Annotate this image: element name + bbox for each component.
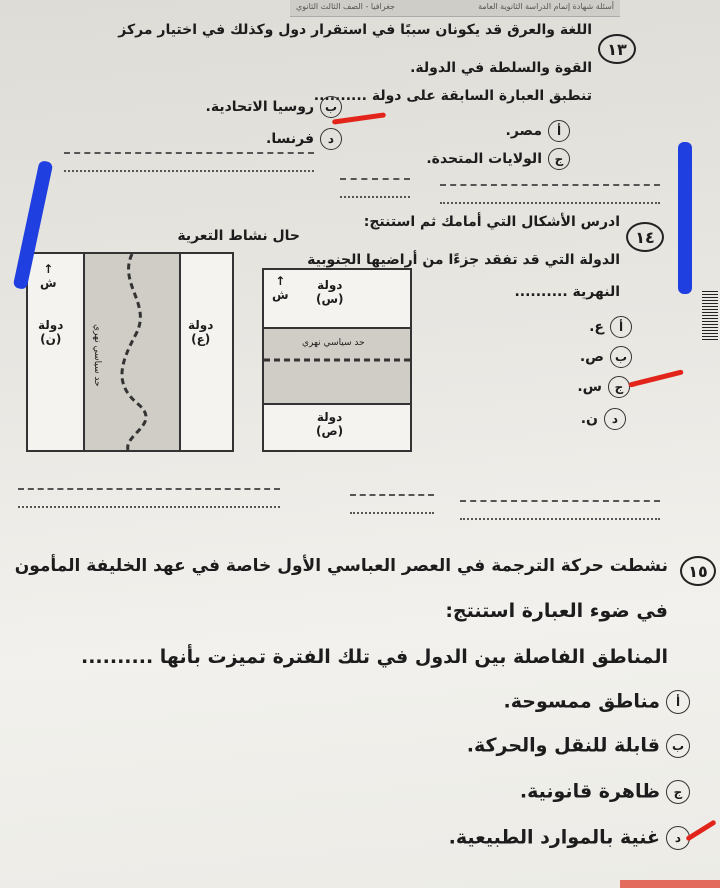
q13-option-d[interactable] — [266, 128, 342, 150]
option-letter-circle: ب — [610, 346, 632, 368]
state-a-code: (ع) — [191, 332, 211, 346]
q15-option-d-label: غنية بالموارد الطبيعية. — [448, 826, 660, 849]
option-letter-circle: أ — [666, 690, 690, 714]
page-edge-red — [620, 880, 720, 888]
north-label-h: ش — [272, 288, 289, 302]
q15-text-line-1: نشطت حركة الترجمة في العصر العباسي الأول خاصة في عهد الخليفة المأمون — [14, 556, 668, 576]
river-border-label-right: حد سياسي نهري — [302, 338, 365, 348]
state-s — [316, 278, 344, 306]
option-letter-circle: ج — [548, 148, 570, 170]
q14-option-b[interactable] — [580, 346, 632, 368]
option-letter-circle: ب — [320, 96, 342, 118]
state-s-label: دولة — [317, 278, 343, 292]
question-14-number — [626, 222, 664, 252]
q15-option-b[interactable] — [467, 734, 690, 758]
q13-text-line-1: اللغة والعرق قد يكونان سببًا في استقرار دول وكذلك في اختيار مركز — [118, 22, 592, 38]
q14-option-d[interactable] — [581, 408, 626, 430]
state-s-code: (س) — [316, 292, 344, 306]
state-n — [38, 318, 63, 346]
state-n-label: دولة — [38, 318, 64, 332]
blue-marker-stroke-right — [678, 142, 692, 294]
north-arrow-label: ↑ ش — [40, 262, 57, 290]
q14-option-c-label: س. — [577, 379, 602, 395]
red-marker-q14 — [628, 369, 684, 387]
q14-answer-line-1 — [18, 488, 280, 508]
q15-option-d[interactable] — [449, 826, 690, 850]
option-letter-circle: د — [604, 408, 626, 430]
q14-option-a-label: ع. — [589, 319, 604, 335]
q13-answer-line-3 — [440, 184, 660, 204]
option-letter-circle: د — [320, 128, 342, 150]
state-s2-label: دولة — [316, 410, 343, 424]
question-15-number-text: ١٥ — [688, 561, 708, 581]
option-letter-circle: ج — [608, 376, 630, 398]
q13-option-c-label: الولايات المتحدة. — [426, 151, 542, 167]
question-15-number — [680, 556, 716, 586]
q15-option-c[interactable] — [520, 780, 690, 804]
q13-option-b-label: روسيا الاتحادية. — [205, 99, 314, 115]
q13-option-a-label: مصر. — [505, 123, 542, 139]
header-line-2: جغرافيا - الصف الثالث الثانوي — [296, 2, 395, 11]
river-shading — [28, 254, 232, 450]
q13-text-line-3: تنطبق العبارة السابقة على دولة .......... — [313, 88, 592, 104]
option-letter-circle: ب — [666, 734, 690, 758]
q14-text-line-3: النهرية .......... — [514, 284, 620, 300]
state-n-code: (ن) — [40, 332, 62, 346]
q13-option-d-label: فرنسا. — [266, 131, 314, 147]
north-arrow-label-h: ↑ ش — [272, 274, 289, 302]
q14-option-a[interactable] — [589, 316, 632, 338]
q14-text-line-1b: حال نشاط التعرية — [177, 228, 300, 244]
option-letter-circle: أ — [548, 120, 570, 142]
q13-text-line-2: القوة والسلطة في الدولة. — [410, 60, 592, 76]
q14-option-c[interactable] — [577, 376, 630, 398]
north-label: ش — [40, 276, 57, 290]
river-border-label-left: حد سياسي نهري — [92, 324, 102, 387]
q14-text-line-2: الدولة التي قد تفقد جزءًا من أراضيها الجنوبية — [307, 252, 620, 268]
q13-option-a[interactable] — [506, 120, 571, 142]
map-vertical-river — [26, 252, 234, 452]
q15-option-a-label: مناطق ممسوحة. — [503, 690, 660, 713]
exam-header — [290, 0, 620, 17]
q13-option-c[interactable] — [426, 148, 570, 170]
q15-option-a[interactable] — [504, 690, 690, 714]
map-horizontal-river — [262, 268, 412, 452]
q13-answer-line-1 — [64, 152, 314, 172]
header-line-1: أسئلة شهادة إتمام الدراسة الثانوية العامة — [478, 2, 614, 11]
q14-answer-line-3 — [460, 500, 660, 520]
q13-answer-line-2 — [340, 178, 410, 198]
q14-option-b-label: ص. — [579, 349, 604, 365]
option-letter-circle: د — [666, 826, 690, 850]
q13-option-b[interactable] — [206, 96, 342, 118]
state-a-label: دولة — [188, 318, 214, 332]
option-letter-circle: أ — [610, 316, 632, 338]
q14-text-line-1: ادرس الأشكال التي أمامك ثم استنتج: — [363, 214, 620, 230]
barcode-strip — [702, 290, 718, 340]
state-s2 — [316, 410, 343, 438]
q15-text-line-3: المناطق الفاصلة بين الدول في تلك الفترة تميزت بأنها .......... — [81, 646, 668, 668]
state-s2-code: (ص) — [316, 424, 344, 438]
q14-answer-line-2 — [350, 494, 434, 514]
q15-option-b-label: قابلة للنقل والحركة. — [466, 734, 660, 757]
state-a — [188, 318, 213, 346]
option-letter-circle: ج — [666, 780, 690, 804]
question-13-number — [598, 34, 636, 64]
question-14-number-text: ١٤ — [635, 227, 655, 247]
q15-option-c-label: ظاهرة قانونية. — [519, 780, 660, 803]
question-13-number-text: ١٣ — [607, 39, 627, 59]
q14-option-d-label: ن. — [580, 411, 598, 427]
q15-text-line-2: في ضوء العبارة استنتج: — [445, 600, 668, 622]
